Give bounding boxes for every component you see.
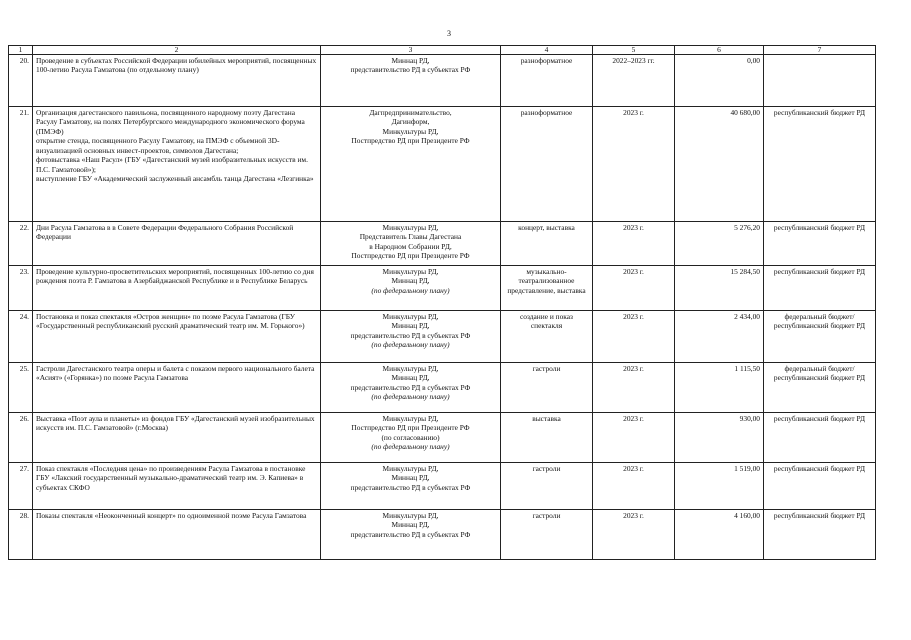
page-number: 3 [447,29,451,38]
event-text: Проведение в субъектах Российской Федерации юбилейных мероприятий, посвященных 100-летию Расула Гамзатова (по отдельному плану) [36,56,317,75]
executor-name: Миннац РД, [391,473,430,483]
event-format: выставка [501,413,593,463]
event-text: Показ спектакля «Последняя цена» по произведениям Расула Гамзатова в постановке ГБУ «Лакский государственный музыкально-драматический театр им. Э. Капиева» в субъектах СКФО [36,464,306,492]
funding-amount: 0,00 [675,55,764,107]
executor-name: Постпредство РД при Президенте РФ [351,136,470,146]
executor-name: Миннац РД, [391,373,430,383]
event-format: гастроли [501,463,593,510]
executors [321,107,501,222]
executor-name: представительство РД в субъектах РФ [350,482,471,492]
row-number: 22. [9,222,33,266]
funding-amount: 5 276,20 [675,222,764,266]
table-row [9,463,876,510]
executor-name: Миннац РД, [391,56,430,65]
executors [321,222,501,266]
event-text: Выставка «Поэт аула и планеты» из фондов ГБУ «Дагестанский музей изобразительных искусств им. П.С. Гамзатовой» (г.Москва) [36,414,315,433]
event-period: 2023 г. [593,311,675,363]
event-period: 2023 г. [593,107,675,222]
row-number: 20. [9,55,33,107]
event-period: 2022–2023 гг. [593,55,675,107]
funding-source: республиканский бюджет РД [764,107,876,222]
funding-amount: 2 434,00 [675,311,764,363]
event-format: разноформатное [501,107,593,222]
event-text: Постановка и показ спектакля «Остров женщин» по поэме Расула Гамзатова (ГБУ «Государственный республиканский русский драматический театр им. М. Горького») [36,312,305,331]
funding-source: республиканский бюджет РД [764,222,876,266]
executor-name: Минкультуры РД, [382,126,439,136]
funding-source: республиканский бюджет РД [764,266,876,311]
table-body [9,55,876,560]
event-text: Дни Расула Гамзатова в в Совете Федерации Федерального Собрания Российской Федерации [36,223,294,242]
events-plan-table [8,45,876,560]
executor-name: Миннац РД, [391,276,430,286]
funding-amount: 930,00 [675,413,764,463]
table-row [9,55,876,107]
event-text: фотовыставка «Наш Расул» (ГБУ «Дагестанский музей изобразительных искусств им. П.С. Гамзатовой»); [36,155,308,174]
event-format: концерт, выставка [501,222,593,266]
event-format: разноформатное [501,55,593,107]
column-header: 5 [593,46,675,55]
executor-name: в Народном Собрании РД, [369,241,452,251]
executor-name: Минкультуры РД, [382,364,439,373]
executor-name: Постпредство РД при Президенте РФ [351,423,470,433]
event-description [33,55,321,107]
event-description [33,107,321,222]
row-number: 25. [9,363,33,413]
event-text: Организация дагестанского павильона, посвященного народному поэту Дагестана Расулу Гамзатову, на полях Петербургского международного экономического форума (ПМЭФ) [36,108,305,136]
executor-name: Минкультуры РД, [382,223,439,232]
column-header: 7 [764,46,876,55]
executor-name: представительство РД в субъектах РФ [350,529,471,539]
event-format: гастроли [501,363,593,413]
executors-note: (по федеральному плану) [371,442,450,452]
executors [321,413,501,463]
funding-source: федеральный бюджет/ республиканский бюджет РД [764,311,876,363]
executor-name: Минкультуры РД, [382,312,439,321]
event-description [33,266,321,311]
column-header: 2 [33,46,321,55]
executor-name: Минкультуры РД, [382,414,439,423]
event-description [33,311,321,363]
executor-name: Представитель Главы Дагестана [359,232,462,242]
event-description [33,510,321,560]
funding-source: республиканский бюджет РД [764,510,876,560]
table-row [9,510,876,560]
executors-note: (по федеральному плану) [371,340,450,350]
event-description [33,463,321,510]
executor-name: Миннац РД, [391,520,430,530]
executors [321,266,501,311]
event-period: 2023 г. [593,363,675,413]
funding-source [764,55,876,107]
row-number: 24. [9,311,33,363]
executors [321,510,501,560]
event-text: выступление ГБУ «Академический заслуженный ансамбль танца Дагестана «Лезгинка» [36,174,314,184]
executors-note: (по федеральному плану) [371,285,450,295]
row-number: 23. [9,266,33,311]
table-row [9,413,876,463]
event-format: создание и показ спектакля [501,311,593,363]
event-text: Проведение культурно-просветительских мероприятий, посвященных 100-летию со дня рождения поэта Р. Гамзатова в Азербайджанской Республике и в Республике Беларусь [36,267,314,286]
funding-amount: 15 284,50 [675,266,764,311]
executor-name: Минкультуры РД, [382,511,439,520]
funding-amount: 4 160,00 [675,510,764,560]
table-row [9,222,876,266]
event-period: 2023 г. [593,222,675,266]
executor-name: Минкультуры РД, [382,267,439,276]
row-number: 28. [9,510,33,560]
funding-source: республиканский бюджет РД [764,413,876,463]
column-header: 3 [321,46,501,55]
executor-name: Минкультуры РД, [382,464,439,473]
event-period: 2023 г. [593,266,675,311]
executor-name: представительство РД в субъектах РФ [350,382,471,392]
executor-name: (по согласованию) [381,432,440,442]
executors [321,363,501,413]
table-row [9,107,876,222]
table-row [9,363,876,413]
executor-name: Дагпредпринимательство, [369,108,452,117]
executor-name: Миннац РД, [391,321,430,331]
row-number: 27. [9,463,33,510]
funding-amount: 40 680,00 [675,107,764,222]
event-text: Показы спектакля «Неоконченный концерт» по одноименной поэме Расула Гамзатова [36,511,307,520]
executor-name: Постпредство РД при Президенте РФ [351,251,470,261]
executors [321,463,501,510]
column-header: 4 [501,46,593,55]
event-period: 2023 г. [593,463,675,510]
event-description [33,363,321,413]
executor-name: Дагинформ, [391,117,430,127]
funding-amount: 1 519,00 [675,463,764,510]
executor-name: представительство РД в субъектах РФ [350,65,471,75]
executors [321,311,501,363]
event-description [33,222,321,266]
funding-source: федеральный бюджет/ республиканский бюджет РД [764,363,876,413]
column-number-row [9,46,876,55]
event-description [33,413,321,463]
executors [321,55,501,107]
event-text: Гастроли Дагестанского театра оперы и балета с показом первого национального балета «Асият» («Горянка») по поэме Расула Гамзатова [36,364,315,383]
funding-source: республиканский бюджет РД [764,463,876,510]
table-row [9,311,876,363]
row-number: 26. [9,413,33,463]
event-format: гастроли [501,510,593,560]
column-header: 1 [9,46,33,55]
funding-amount: 1 115,50 [675,363,764,413]
event-format: музыкально-театрализованное представление, выставка [501,266,593,311]
event-period: 2023 г. [593,510,675,560]
executor-name: представительство РД в субъектах РФ [350,330,471,340]
row-number: 21. [9,107,33,222]
column-header: 6 [675,46,764,55]
event-period: 2023 г. [593,413,675,463]
executors-note: (по федеральному плану) [371,392,450,402]
event-text: открытие стенда, посвященного Расулу Гамзатову, на ПМЭФ с объемной 3D-визуализацией основных инвест-проектов, символов Дагестана; [36,136,280,155]
table-row [9,266,876,311]
